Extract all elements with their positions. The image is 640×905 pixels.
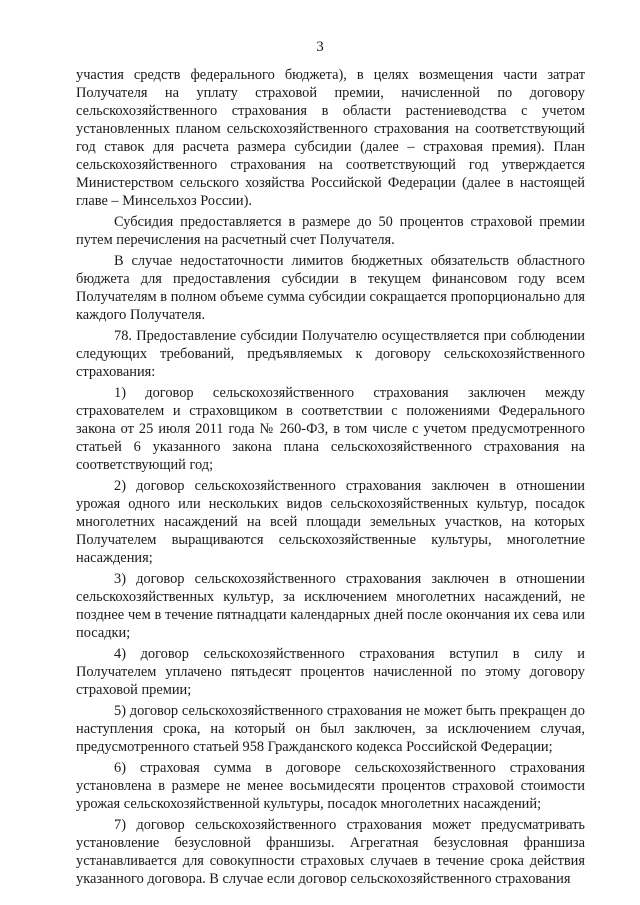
paragraph-clause-78: 78. Предоставление субсидии Получателю осуществляется при соблюдении следующих требований, предъявляемых к договору сельскохозяйственного страхования: <box>76 328 585 380</box>
list-item-2: 2) договор сельскохозяйственного страхования заключен в отношении урожая одного или нескольких видов сельскохозяйственных культур, посадок многолетних насаждений на всей площади земельных участков, на которых Получателем выращиваются сельскохозяйственные культуры, многолетние насаждения; <box>76 478 585 566</box>
paragraph-continuation: участия средств федерального бюджета), в целях возмещения части затрат Получателя на уплату страховой премии, начисленной по договору сельскохозяйственного страхования в области растениеводства с учетом установленных планом сельскохозяйственного страхования на соответствующий год ставок для расчета размера субсидии (далее – страховая премия). План сельскохозяйственного страхования на соответствующий год утверждается Министерством сельского хозяйства Российской Федерации (далее в настоящей главе – Минсельхоз России). <box>76 67 585 209</box>
list-item-7: 7) договор сельскохозяйственного страхования может предусматривать установление безусловной франшизы. Агрегатная безусловная франшиза устанавливается для совокупности страховых случаев в течение срока действия указанного договора. В случае если договор сельскохозяйственного страхования <box>76 817 585 887</box>
list-item-1: 1) договор сельскохозяйственного страхования заключен между страхователем и страховщиком в соответствии с положениями Федерального закона от 25 июля 2011 года № 260-ФЗ, в том числе с учетом предусмотренного статьей 6 указанного закона плана сельскохозяйственного страхования на соответствующий год; <box>76 385 585 473</box>
list-item-6: 6) страховая сумма в договоре сельскохозяйственного страхования установлена в размере не менее восьмидесяти процентов страховой стоимости урожая сельскохозяйственной культуры, посадок многолетних насаждений; <box>76 760 585 812</box>
page-number: 3 <box>316 39 324 55</box>
list-item-3: 3) договор сельскохозяйственного страхования заключен в отношении сельскохозяйственных культур, за исключением многолетних насаждений, не позднее чем в течение пятнадцати календарных дней после окончания их сева или посадки; <box>76 571 585 641</box>
list-item-5: 5) договор сельскохозяйственного страхования не может быть прекращен до наступления срока, на который он был заключен, за исключением случая, предусмотренного статьей 958 Гражданского кодекса Российской Федерации; <box>76 703 585 755</box>
list-item-4: 4) договор сельскохозяйственного страхования вступил в силу и Получателем уплачено пятьдесят процентов начисленной по этому договору страховой премии; <box>76 646 585 698</box>
paragraph-budget-shortfall: В случае недостаточности лимитов бюджетных обязательств областного бюджета для предоставления субсидии в текущем финансовом году всем Получателям в полном объеме сумма субсидии сокращается пропорционально для каждого Получателя. <box>76 253 585 323</box>
document-body <box>76 66 585 888</box>
paragraph-subsidy-amount: Субсидия предоставляется в размере до 50 процентов страховой премии путем перечисления на расчетный счет Получателя. <box>76 214 585 248</box>
